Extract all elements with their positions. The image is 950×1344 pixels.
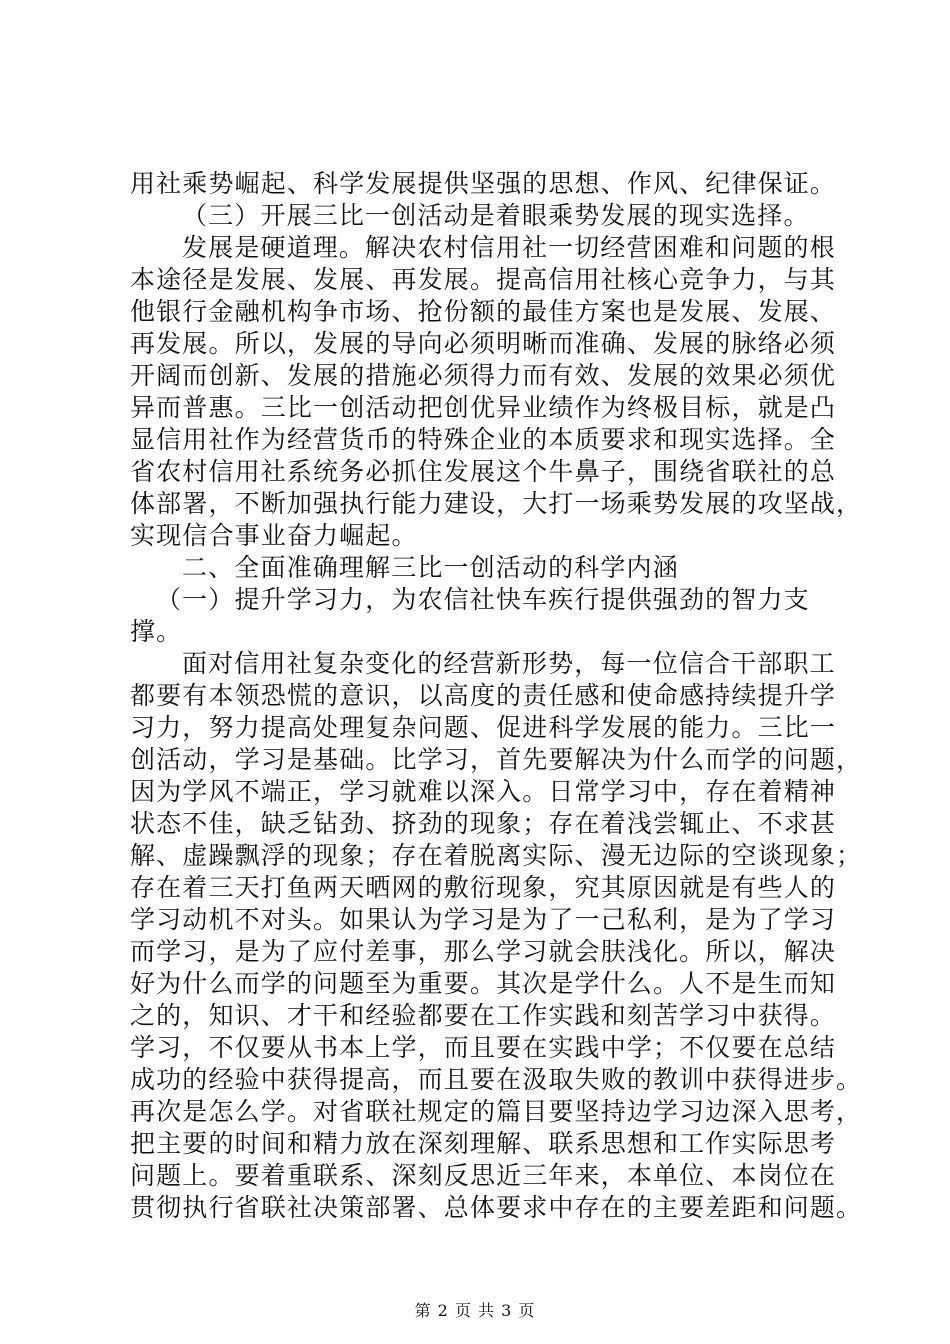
- text-line: 都要有本领恐慌的意识，以高度的责任感和使命感持续提升学: [130, 681, 837, 710]
- text-line: 好为什么而学的问题至为重要。其次是学什么。人不是生而知: [130, 969, 837, 998]
- text-line: 解、虚躁飘浮的现象；存在着脱离实际、漫无边际的空谈现象；: [130, 841, 863, 870]
- text-line: 显信用社作为经营货币的特殊企业的本质要求和现实选择。全: [130, 425, 837, 454]
- text-line: 实现信合事业奋力崛起。: [130, 521, 418, 550]
- text-line: 面对信用社复杂变化的经营新形势，每一位信合干部职工: [182, 649, 836, 678]
- text-line: 本途径是发展、发展、再发展。提高信用社核心竞争力，与其: [130, 265, 837, 294]
- text-line: 存在着三天打鱼两天晒网的敷衍现象，究其原因就是有些人的: [130, 873, 837, 902]
- text-line: 异而普惠。三比一创活动把创优异业绩作为终极目标，就是凸: [130, 393, 837, 422]
- text-line: 成功的经验中获得提高，而且要在汲取失败的教训中获得进步。: [130, 1065, 863, 1094]
- text-line: 创活动，学习是基础。比学习，首先要解决为什么而学的问题，: [130, 745, 863, 774]
- text-line: 因为学风不端正，学习就难以深入。日常学习中，存在着精神: [130, 777, 837, 806]
- text-line: 把主要的时间和精力放在深刻理解、联系思想和工作实际思考: [130, 1129, 837, 1158]
- text-line: 撑。: [130, 617, 183, 646]
- text-line: 而学习，是为了应付差事，那么学习就会肤浅化。所以，解决: [130, 937, 837, 966]
- text-line: 省农村信用社系统务必抓住发展这个牛鼻子，围绕省联社的总: [130, 457, 837, 486]
- text-line: 状态不佳，缺乏钻劲、挤劲的现象；存在着浅尝辄止、不求甚: [130, 809, 837, 838]
- document-body: [130, 168, 863, 1224]
- text-line: 再发展。所以，发展的导向必须明晰而准确、发展的脉络必须: [130, 329, 837, 358]
- text-line: 发展是硬道理。解决农村信用社一切经营困难和问题的根: [182, 233, 836, 262]
- text-line: 贯彻执行省联社决策部署、总体要求中存在的主要差距和问题。: [130, 1193, 863, 1222]
- section-heading: （三）开展三比一创活动是着眼乘势发展的现实选择。: [182, 201, 810, 230]
- text-line: 学习，不仅要从书本上学，而且要在实践中学；不仅要在总结: [130, 1033, 837, 1062]
- text-line: 习力，努力提高处理复杂问题、促进科学发展的能力。三比一: [130, 713, 837, 742]
- text-line: 他银行金融机构争市场、抢份额的最佳方案也是发展、发展、: [130, 297, 837, 326]
- page-number-footer: 第 2 页 共 3 页: [414, 1301, 536, 1320]
- text-line: 用社乘势崛起、科学发展提供坚强的思想、作风、纪律保证。: [130, 169, 837, 198]
- text-line: 开阔而创新、发展的措施必须得力而有效、发展的效果必须优: [130, 361, 837, 390]
- text-line: 学习动机不对头。如果认为学习是为了一己私利，是为了学习: [130, 905, 837, 934]
- text-line: 问题上。要着重联系、深刻反思近三年来，本单位、本岗位在: [130, 1161, 837, 1190]
- section-heading: 二、全面准确理解三比一创活动的科学内涵: [182, 553, 679, 582]
- text-line: 之的，知识、才干和经验都要在工作实践和刻苦学习中获得。: [130, 1001, 837, 1030]
- text-line: 再次是怎么学。对省联社规定的篇目要坚持边学习边深入思考，: [130, 1097, 863, 1126]
- text-line: 体部署，不断加强执行能力建设，大打一场乘势发展的攻坚战，: [130, 489, 863, 518]
- subsection-heading: （一）提升学习力，为农信社快车疾行提供强劲的智力支: [156, 585, 810, 614]
